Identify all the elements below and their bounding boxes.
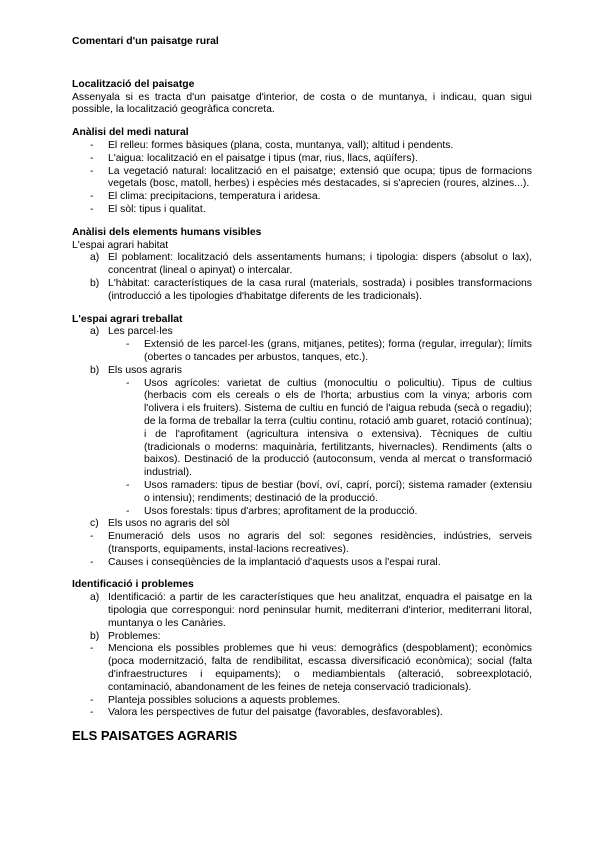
section-medi-natural <box>72 127 532 217</box>
list-item: b) L'hàbitat: característiques de la casa rural (materials, sostrada) i posibles transformacions (introducció a les tipologies d'habitatge diferents de les tradicionals). <box>90 277 532 302</box>
section-espai-treballat <box>72 314 532 570</box>
sub-list-item: - Enumeració dels usos no agraris del sol: segones residències, indústries, serveis (transports, equipaments, instal·lacions recreatives). <box>90 531 532 555</box>
subheading: L'espai agrari habitat <box>72 239 169 251</box>
list-item: - Valora les perspectives de futur del paisatge (favorables, desfavorables). <box>90 707 443 719</box>
section-heading: Anàlisi del medi natural <box>72 127 189 139</box>
list-item: - La vegetació natural: localització en el paisatge; extensió que ocupa; tipus de formacions vegetals (bosc, matoll, herbes) i espècies més destacades, si s'aprecien (roures, alzines...). <box>90 165 532 190</box>
list-item: - L'aigua: localització en el paisatge i tipus (mar, rius, llacs, aqüífers). <box>90 152 418 164</box>
sub-list-item: - Extensió de les parcel·les (grans, mitjanes, petites); forma (regular, irregular); límits (obertes o tancades per arbustos, tanques, etc.). <box>126 339 532 363</box>
list-item: a) Les parcel·les <box>90 326 173 338</box>
document-page <box>72 36 532 743</box>
list-item: a) El poblament: localització dels assentaments humans; i tipologia: dispers (absolut o lax), concentrat (lineal o apinyat) o intercalar. <box>90 252 532 277</box>
list-item: b) Els usos agraris <box>90 364 182 376</box>
list-item: - Planteja possibles solucions a aquests problemes. <box>90 694 341 706</box>
sub-list-item: - Usos agrícoles: varietat de cultius (monocultiu o policultiu). Tipus de cultius (herbacis com els cereals o els de l'horta; arbustius com la vinya; arboris com l'olivera i els fruiters). Sistema de cultiu en funció de l'aigua rebuda (secà o regadiu); de la forma de treballar la terra (cultiu continu, rotació amb guaret, rotació contínua); i de l'aprofitament (agricultura intensiva o extensiva). Tècniques de cultiu (tradicionals o moderns: maquinària, fertilitzants, hivernacles). Rendiments (alts o baixos). Destinació de la producció (autoconsum, venda al mercat o transformació industrial). <box>126 377 532 479</box>
list-item: b) Problemes: <box>90 630 161 642</box>
sub-list-item: - Usos ramaders: tipus de bestiar (boví, oví, caprí, porcí); sistema ramader (extensiu o intensiu); rendiments; destinació de la producció. <box>126 479 532 504</box>
list-item: - El relleu: formes bàsiques (plana, costa, muntanya, vall); altitud i pendents. <box>90 139 454 151</box>
section-identificacio <box>72 579 532 720</box>
footer-heading: ELS PAISATGES AGRARIS <box>72 728 238 744</box>
section-elements-humans <box>72 227 532 304</box>
paragraph: Assenyala si es tracta d'un paisatge d'interior, de costa o de muntanya, i indicau, quan sigui possible, la localització geogràfica concreta. <box>72 91 532 116</box>
section-heading: Anàlisi dels elements humans visibles <box>72 226 262 238</box>
section-heading: Localització del paisatge <box>72 78 195 90</box>
section-heading: Identificació i problemes <box>72 579 194 591</box>
document-title: Comentari d'un paisatge rural <box>72 36 219 47</box>
sub-list-item: - Causes i conseqüències de la implantació d'aquests usos a l'espai rural. <box>90 556 441 568</box>
section-heading: L'espai agrari treballat <box>72 313 183 325</box>
list-item: c) Els usos no agraris del sòl <box>90 518 230 530</box>
list-item: - El clima: precipitacions, temperatura i aridesa. <box>90 191 321 203</box>
sub-list-item: - Usos forestals: tipus d'arbres; aprofitament de la producció. <box>126 505 418 517</box>
list-item: - Menciona els possibles problemes que hi veus: demogràfics (despoblament); econòmics (poca modernització, falta de rendibilitat, escassa diversificació econòmica); social (falta d'infraestructures i equipaments); o mediambientals (alteració, sobreexplotació, contaminació, abandonament de les feines de neteja conservació tradicionals). <box>90 643 532 693</box>
section-localitzacio <box>72 79 532 117</box>
list-item: - El sòl: tipus i qualitat. <box>90 203 206 215</box>
list-item: a) Identificació: a partir de les característiques que heu analitzat, enquadra el paisatge en la tipologia que correspongui: nord peninsular humit, mediterrani d'interior, mediterrani litoral, muntanya o les Canàries. <box>90 592 532 629</box>
